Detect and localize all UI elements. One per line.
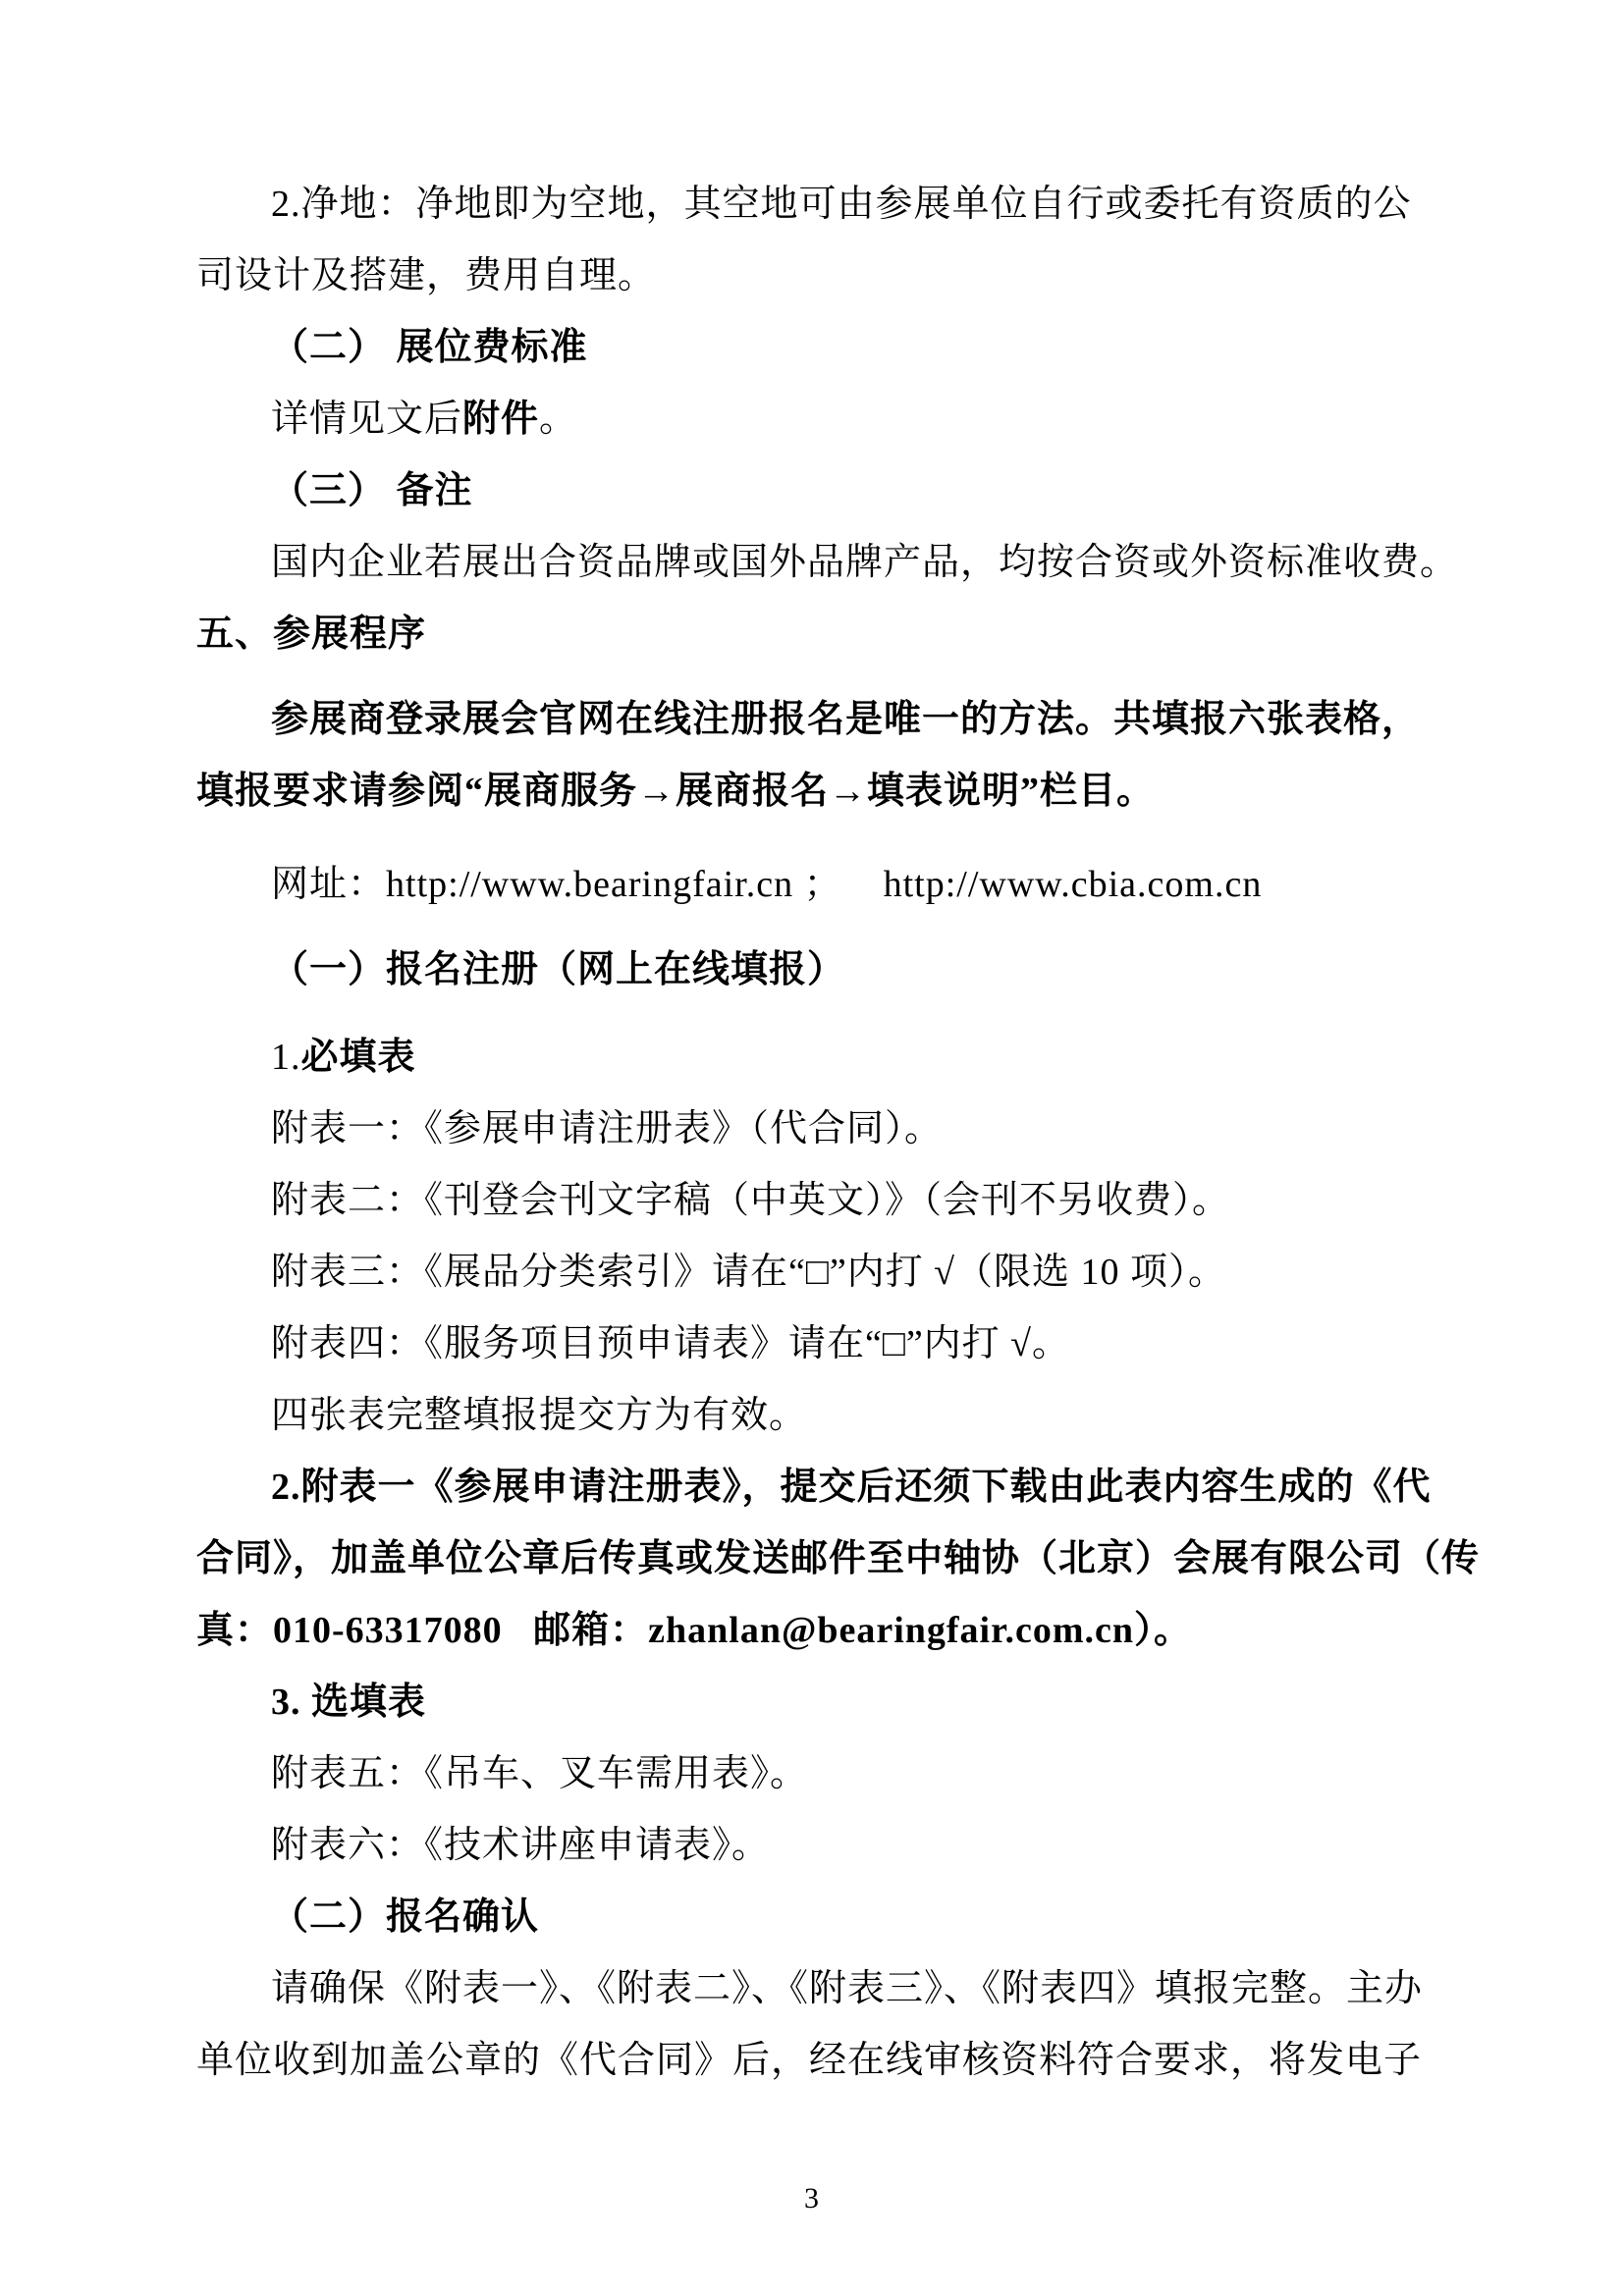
body-text: 附表三：《展品分类索引》请在“□”内打 √（限选 10 项）。: [271, 1252, 1227, 1293]
paragraph-line: [196, 684, 1443, 756]
subsection-heading: [196, 1022, 1443, 1094]
body-text: 国内企业若展出合资品牌或国外品牌产品，均按合资或外资标准收费。: [271, 542, 1459, 583]
list-item: [196, 1094, 1443, 1165]
emphasis-text: 2.附表一《参展申请注册表》，提交后还须下载由此表内容生成的《代: [271, 1467, 1432, 1508]
subsection-heading: [196, 1667, 1443, 1738]
heading-text: （一）报名注册（网上在线填报）: [271, 949, 846, 990]
body-text: 请确保《附表一》、《附表二》、《附表三》、《附表四》填报完整。主办: [271, 1968, 1424, 2009]
emphasis-text: 参展商登录展会官网在线注册报名是唯一的方法。共填报六张表格，: [271, 699, 1421, 740]
paragraph-line: [196, 1523, 1481, 1595]
body-text: 司设计及搭建，费用自理。: [196, 255, 657, 296]
section-heading: [196, 455, 1443, 527]
list-item: [196, 1810, 1443, 1882]
paragraph-line: [196, 1380, 1443, 1452]
body-text: 附表五：《吊车、叉车需用表》。: [271, 1753, 809, 1794]
contact-line: [196, 1595, 1443, 1667]
chapter-heading: [196, 599, 1443, 670]
section-heading: [196, 1882, 1443, 1953]
heading-text: （三） 备注: [271, 470, 473, 511]
heading-text: （二）报名确认: [271, 1896, 540, 1938]
paragraph-line: [196, 384, 1443, 455]
list-item: [196, 1738, 1443, 1810]
page-number-text: 3: [804, 2182, 819, 2215]
body-text: 附表六：《技术讲座申请表》。: [271, 1825, 771, 1866]
emphasis-text: 真：010-63317080 邮箱：zhanlan@bearingfair.com.cn）。: [196, 1610, 1192, 1651]
document-body: [196, 169, 1481, 2097]
paragraph-line: [196, 756, 1443, 828]
paragraph-line: [196, 1953, 1443, 2025]
body-text: 网址：: [271, 864, 387, 905]
emphasis-text: 填报要求请参阅“展商服务→展商报名→填表说明”栏目。: [196, 771, 1156, 812]
body-text: 四张表完整填报提交方为有效。: [271, 1395, 808, 1436]
body-text: 单位收到加盖公章的《代合同》后，经在线审核资料符合要求，将发电子: [196, 2040, 1423, 2081]
paragraph-line: [196, 2025, 1443, 2097]
heading-text: （二） 展位费标准: [271, 327, 588, 368]
section-heading: [196, 312, 1443, 384]
emphasis-text: 附件: [462, 399, 540, 440]
paragraph-line: [196, 527, 1459, 599]
emphasis-text: 合同》，加盖单位公章后传真或发送邮件至中轴协（北京）会展有限公司（传: [196, 1538, 1481, 1579]
body-text: 。: [539, 399, 578, 440]
paragraph-line: [196, 240, 1443, 312]
body-text: 附表一：《参展申请注册表》（代合同）。: [271, 1108, 944, 1149]
list-item: [196, 1237, 1443, 1308]
paragraph-line: [196, 1452, 1443, 1523]
url-text: http://www.bearingfair.cn ； http://www.cbia.com.cn: [386, 864, 1263, 905]
heading-text: 五、参展程序: [196, 614, 427, 655]
heading-text: 必填表: [300, 1037, 416, 1078]
body-text: 附表二：《刊登会刊文字稿（中英文）》（会刊不另收费）。: [271, 1180, 1231, 1221]
list-item: [196, 1165, 1443, 1237]
section-heading: [196, 934, 1443, 1006]
page-number: [0, 2181, 1623, 2216]
website-line: [196, 849, 1443, 921]
heading-text: 3. 选填表: [271, 1682, 427, 1723]
list-number: 1.: [271, 1037, 301, 1078]
body-text: 附表四：《服务项目预申请表》请在“□”内打 √。: [271, 1323, 1071, 1364]
list-item: [196, 1308, 1443, 1380]
paragraph-line: [196, 169, 1443, 240]
body-text: 详情见文后: [271, 399, 463, 440]
body-text: 2.净地：净地即为空地，其空地可由参展单位自行或委托有资质的公: [271, 184, 1412, 225]
